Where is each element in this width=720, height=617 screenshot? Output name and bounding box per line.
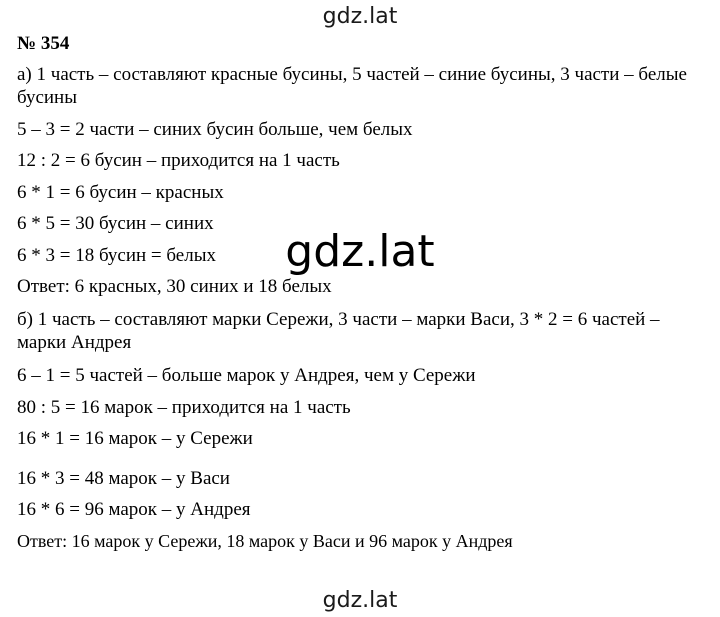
problem-title: № 354 [17, 33, 70, 54]
watermark-top: gdz.lat [322, 4, 398, 29]
watermark-bottom: gdz.lat [322, 588, 398, 613]
solution-line: 16 * 6 = 96 марок – у Андрея [17, 499, 251, 520]
solution-line: а) 1 часть – составляют красные бусины, 5 частей – синие бусины, 3 части – белые бусины [17, 64, 687, 108]
answer-line: Ответ: 6 красных, 30 синих и 18 белых [17, 276, 332, 297]
solution-line: 12 : 2 = 6 бусин – приходится на 1 часть [17, 150, 340, 171]
solution-line: 6 * 5 = 30 бусин – синих [17, 213, 214, 234]
solution-line: 6 * 1 = 6 бусин – красных [17, 182, 224, 203]
solution-line: 16 * 3 = 48 марок – у Васи [17, 468, 230, 489]
solution-line: 6 – 1 = 5 частей – больше марок у Андрея, чем у Сережи [17, 365, 476, 386]
solution-line: 16 * 1 = 16 марок – у Сережи [17, 428, 253, 449]
solution-line: 5 – 3 = 2 части – синих бусин больше, чем белых [17, 119, 413, 140]
solution-line: 6 * 3 = 18 бусин = белых [17, 245, 216, 266]
solution-line: б) 1 часть – составляют марки Сережи, 3 части – марки Васи, 3 * 2 = 6 частей – марки Андрея [17, 309, 660, 353]
watermark-middle: gdz.lat [285, 226, 435, 277]
solution-line: 80 : 5 = 16 марок – приходится на 1 часть [17, 397, 351, 418]
answer-line: Ответ: 16 марок у Сережи, 18 марок у Васи и 96 марок у Андрея [17, 531, 513, 551]
